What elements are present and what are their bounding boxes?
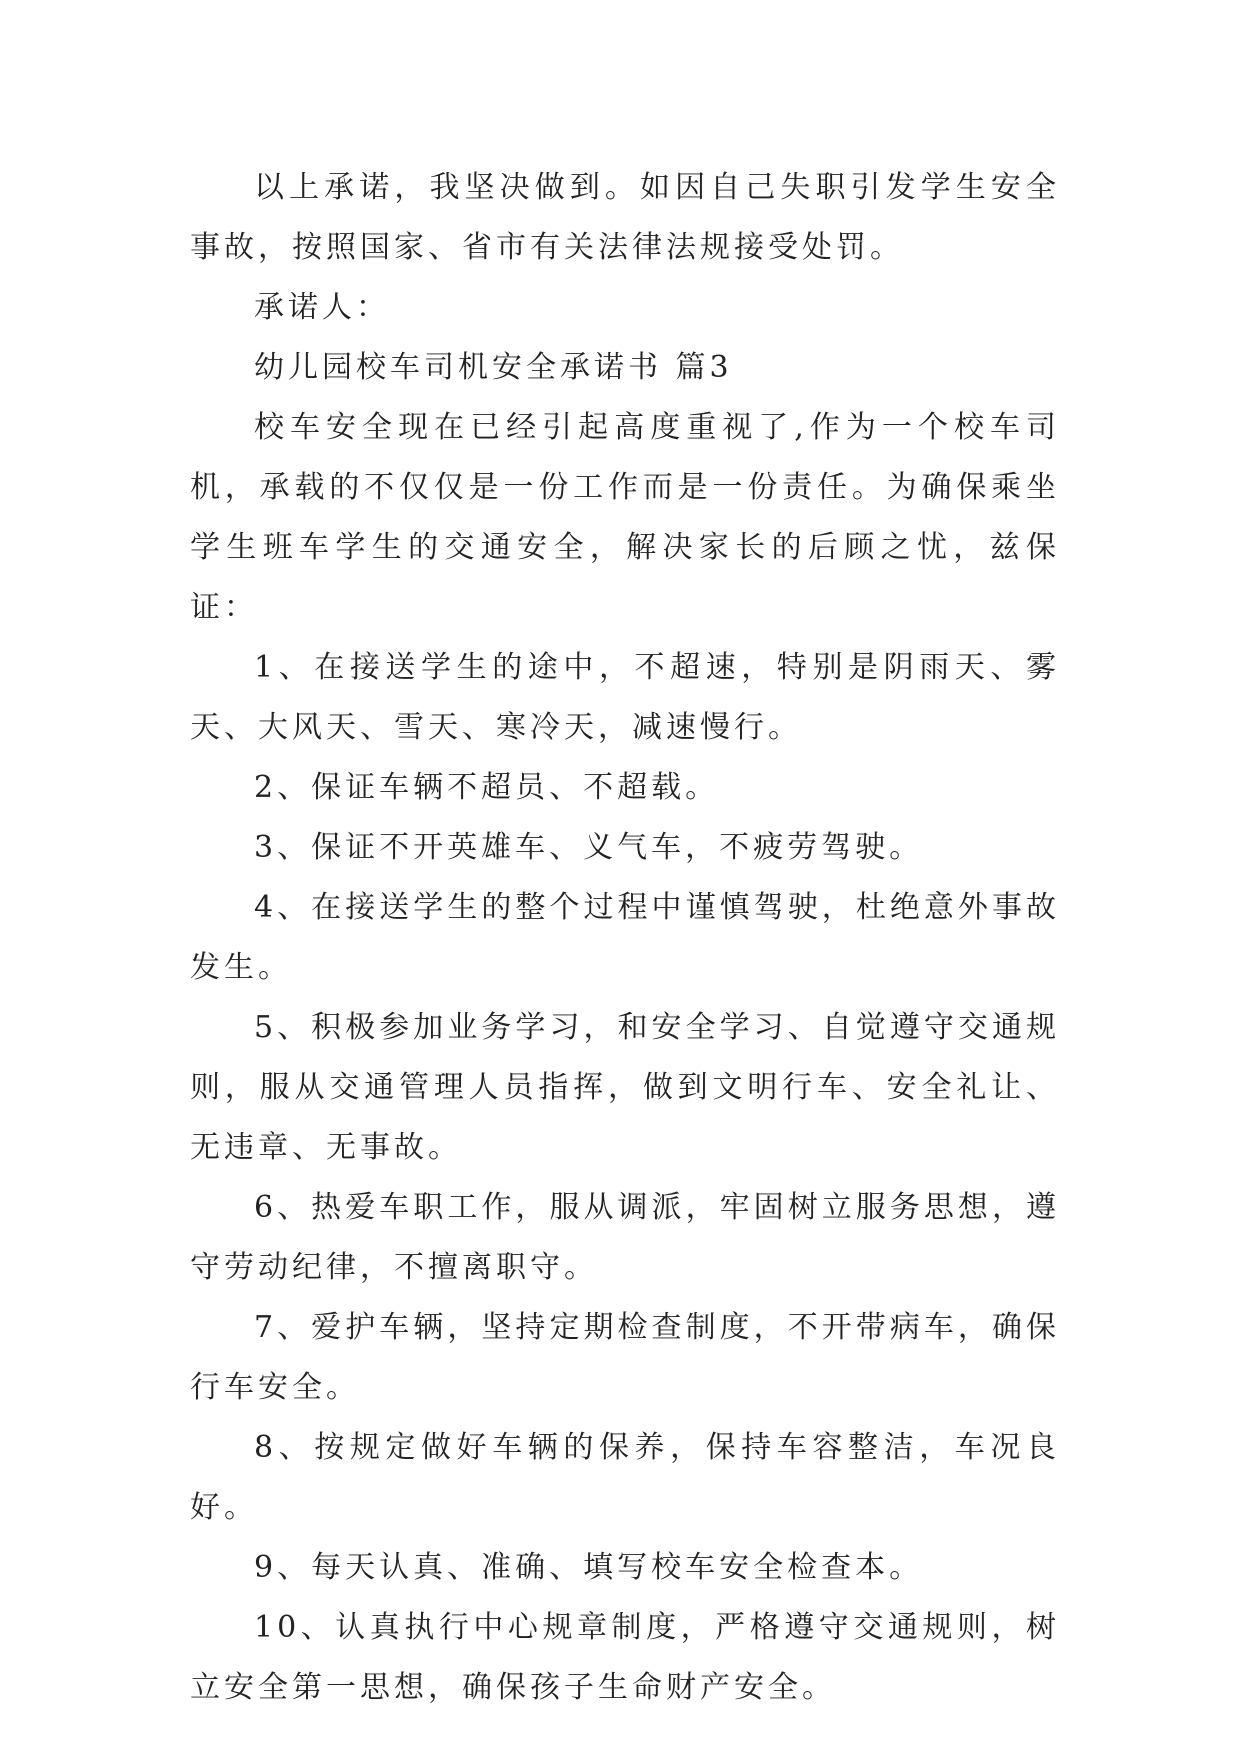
list-item-3: 3、保证不开英雄车、义气车，不疲劳驾驶。 [254,830,924,865]
section-heading: 幼儿园校车司机安全承诺书 篇3 [254,350,733,385]
list-item-10: 10、认真执行中心规章制度，严格遵守交通规则，树立安全第一思想，确保孩子生命财产安全。 [190,1610,1060,1705]
list-item-1: 1、在接送学生的途中，不超速，特别是阴雨天、雾天、大风天、雪天、寒冷天，减速慢行。 [190,650,1060,745]
list-item-6: 6、热爱车职工作，服从调派，牢固树立服务思想，遵守劳动纪律，不擅离职守。 [190,1190,1060,1285]
list-item-7: 7、爱护车辆，坚持定期检查制度，不开带病车，确保行车安全。 [190,1310,1060,1405]
list-item-4: 4、在接送学生的整个过程中谨慎驾驶，杜绝意外事故发生。 [190,890,1060,985]
paragraph-signatory: 承诺人： [254,290,390,325]
list-item-5: 5、积极参加业务学习，和安全学习、自觉遵守交通规则，服从交通管理人员指挥，做到文明行车、安全礼让、无违章、无事故。 [190,1010,1060,1165]
paragraph-commitment-closing: 以上承诺，我坚决做到。如因自己失职引发学生安全事故，按照国家、省市有关法律法规接受处罚。 [190,170,1060,265]
list-item-8: 8、按规定做好车辆的保养，保持车容整洁，车况良好。 [190,1430,1060,1525]
paragraph-intro: 校车安全现在已经引起高度重视了,作为一个校车司机，承载的不仅仅是一份工作而是一份责任。为确保乘坐学生班车学生的交通安全，解决家长的后顾之忧，兹保证： [190,410,1060,625]
document-body [190,158,1060,1718]
list-item-2: 2、保证车辆不超员、不超载。 [254,770,720,805]
list-item-9: 9、每天认真、准确、填写校车安全检查本。 [254,1550,924,1585]
